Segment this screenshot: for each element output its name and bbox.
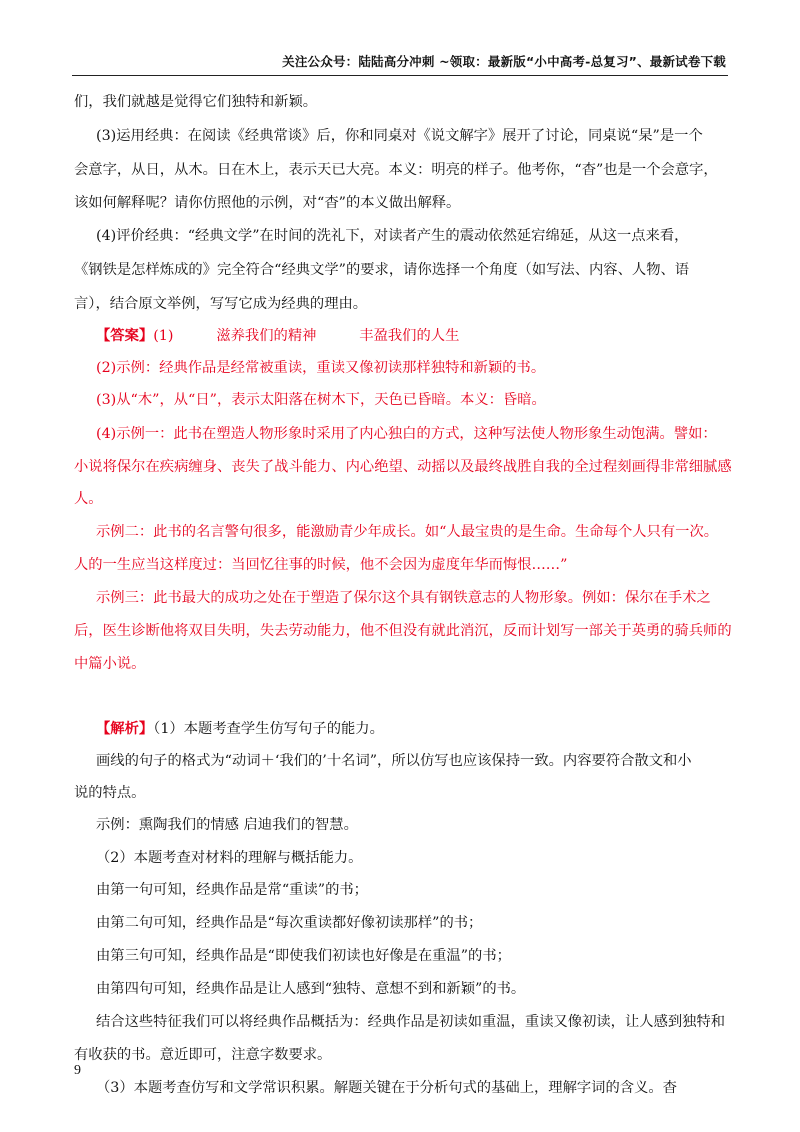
text-line [96, 522, 718, 542]
line-text: 示例三：此书最大的成功之处在于塑造了保尔这个具有钢铁意志的人物形象。例如：保尔在手术之 [96, 590, 711, 606]
line-text: (3)从“木”，从“日”，表示太阳落在树木下，天色已昏暗。本义：昏暗。 [96, 392, 546, 408]
line-text: (4)评价经典：“经典文学”在时间的洗礼下，对读者产生的震动依然延宕绵延，从这一点来看， [96, 228, 689, 244]
text-line [96, 226, 688, 246]
line-text: 说的特点。 [74, 785, 146, 801]
text-line [96, 848, 362, 868]
line-text: 中篇小说。 [74, 656, 146, 672]
line-text: （3）本题考查仿写和文学常识积累。解题关键在于分析句式的基础上，理解字词的含义。杳 [96, 1080, 677, 1096]
text-line [74, 92, 317, 112]
line-text: 示例：熏陶我们的情感 启迪我们的智慧。 [96, 817, 358, 833]
text-line [96, 880, 368, 900]
section-label: 【答案】 [96, 328, 154, 344]
section-label: 【解析】 [96, 721, 154, 737]
text-line [96, 1012, 725, 1032]
text-line [96, 913, 482, 933]
line-text: （1）本题考查学生仿写句子的能力。 [153, 721, 384, 737]
line-text: (2)示例：经典作品是经常被重读，重读又像初读那样独特和新颖的书。 [96, 360, 546, 376]
line-text: 会意字，从日，从木。日在木上，表示天已大亮。本义：明亮的样子。他考你，“杳”也是一个会意字， [74, 162, 718, 178]
line-text: (3)运用经典：在阅读《经典常谈》后，你和同桌对《说文解字》展开了讨论，同桌说“杲”是一个 [96, 128, 703, 144]
text-line [74, 457, 732, 477]
line-text: 由第四句可知，经典作品是让人感到“独特、意想不到和新颖”的书。 [96, 981, 526, 997]
text-line [96, 979, 525, 999]
text-line [96, 126, 703, 146]
text-line [96, 358, 545, 378]
text-line [74, 555, 567, 575]
text-line [74, 260, 689, 280]
header-text: 关注公众号：陆陆高分冲刺 ~领取：最新版“小中高考-总复习”、最新试卷下载 [282, 54, 726, 69]
line-text: 言），结合原文举例，写写它成为经典的理由。 [74, 296, 368, 312]
text-line [96, 1078, 677, 1098]
text-line [74, 1045, 331, 1065]
header-divider [72, 75, 728, 76]
line-text: 有收获的书。意近即可，注意字数要求。 [74, 1047, 332, 1063]
line-text: 小说将保尔在疾病缠身、丧失了战斗能力、内心绝望、动摇以及最终战胜自我的全过程刻画得非常细腻感 [74, 459, 732, 475]
line-text: (4)示例一：此书在塑造人物形象时采用了内心独白的方式，这种写法使人物形象生动饱满。譬如： [96, 426, 717, 442]
text-line [74, 193, 460, 213]
text-line [96, 751, 692, 771]
line-text: 该如何解释呢？请你仿照他的示例，对“杳”的本义做出解释。 [74, 195, 461, 211]
text-line [74, 160, 718, 180]
line-text: （2）本题考查对材料的理解与概括能力。 [96, 850, 363, 866]
line-text: 由第二句可知，经典作品是“每次重读都好像初读那样”的书； [96, 915, 483, 931]
text-line [74, 294, 367, 314]
line-text: (1) 滋养我们的精神 丰盈我们的人生 [153, 328, 460, 344]
line-text: 由第三句可知，经典作品是“即使我们初读也好像是在重温”的书； [96, 948, 511, 964]
line-text: 结合这些特征我们可以将经典作品概括为：经典作品是初读如重温，重读又像初读，让人感到独特和 [96, 1014, 726, 1030]
text-line [74, 621, 732, 641]
text-line [96, 588, 711, 608]
text-line [74, 783, 145, 803]
line-text: 后，医生诊断他将双目失明，失去劳动能力，他不但没有就此消沉，反而计划写一部关于英勇的骑兵师的 [74, 623, 732, 639]
text-line [74, 654, 145, 674]
line-text: 《钢铁是怎样炼成的》完全符合“经典文学”的要求，请你选择一个角度（如写法、内容、人物、语 [74, 262, 690, 278]
page-header [282, 52, 726, 70]
text-line [96, 719, 384, 739]
page-number: 9 [74, 1063, 81, 1078]
text-line [96, 424, 717, 444]
line-text: 人。 [74, 491, 103, 507]
text-line [96, 815, 358, 835]
line-text: 画线的句子的格式为“动词＋‘我们的’十名词”，所以仿写也应该保持一致。内容要符合散文和小 [96, 753, 692, 769]
line-text: 们，我们就越是觉得它们独特和新颖。 [74, 94, 318, 110]
text-line [96, 326, 459, 346]
text-line [74, 489, 103, 509]
text-line [96, 390, 546, 410]
line-text: 人的一生应当这样度过：当回忆往事的时候，他不会因为虚度年华而悔恨……” [74, 557, 568, 573]
line-text: 示例二：此书的名言警句很多，能激励青少年成长。如“人最宝贵的是生命。生命每个人只有一次。 [96, 524, 719, 540]
line-text: 由第一句可知，经典作品是常“重读”的书； [96, 882, 368, 898]
text-line [96, 946, 511, 966]
